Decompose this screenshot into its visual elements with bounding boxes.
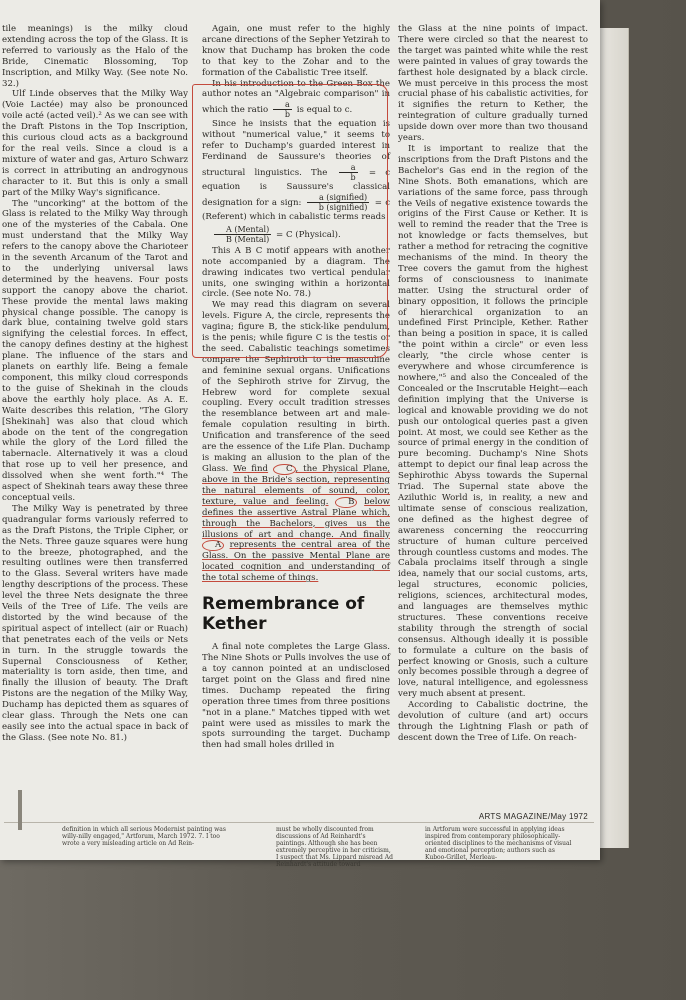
- col2-paragraph-3: [202, 119, 390, 243]
- col2-paragraph-6: A final note completes the Large Glass. The Nine Shots or Pulls involves the use of a toy cannon pointed at an undisclosed target point on the Glass and fired nine times. Duchamp repeated the firing operation three times from three positions "not in a plane." Matches tipped with wet paint were used as missiles to mark the spots surrounding the target. Duchamp then had small holes drilled in: [202, 642, 390, 751]
- underlined-text: , the Physical Plane, above in the Bride's section, representing the natural elements of sound, color, texture, value and feeling.: [202, 463, 391, 507]
- page-footer: ARTS MAGAZINE/May 1972: [478, 812, 588, 821]
- col2-text: We may read this diagram on several levels. Figure A, the circle, represents the vagina; figure B, the stick-like pendulum, is the penis; while figure C is the testis or the seed. Cabalistic teachings sometimes compare the Sephiroth to the masculine and feminine sexual organs. Unifications of the Sephiroth strive for Zirvug, the Hebrew word for complete sexual coupling. Every occult tradition stresses the resemblance between art and male-female copulation resulting in birth. Unification and transference of the seed are the essence of the Life Plan. Duchamp is making an allusion to the plan of the Glass.: [202, 300, 390, 474]
- col2-text: is equal to c.: [296, 105, 353, 116]
- col2-paragraph-5: [202, 300, 390, 584]
- circled-letter-b: B: [335, 497, 357, 508]
- col3-paragraph-1: the Glass at the nine points of impact. There were circled so that the nearest to the target was painted white while the rest were painted in values of gray towards the farthest hole designated by a black circle. We must perceive in this process the most crucial phase of his cabalistic activities, for it signifies the return to Kether, the reintegration of culture gradually turned upside down over more than two thousand years.: [398, 24, 588, 144]
- footnote-3: in Artforum were successful in applying ideas inspired from contemporary philosophically-oriented disciplines to the mechanisms of visual and emotional perception; authors such as Kuboo-Grillet, Merleau-: [425, 826, 572, 861]
- section-heading: Remembrance of Kether: [202, 594, 365, 635]
- col2-text: Since he insists that the equation is without "numerical value," it seems to refer to Duchamp's guarded interest in Ferdinand de Saussure's theories of structural linguistics. The: [202, 119, 390, 178]
- underlined-text: represents the central area of the Glass. On the passive Mental Plane are located cognition and understanding of the total scheme of things.: [202, 540, 390, 584]
- footnote-divider: [4, 822, 594, 823]
- col1-paragraph-3: The "uncorking" at the bottom of the Glass is related to the Milky Way through one of the mysteries of the Cabala. One must understand that the Milky Way refers to the canopy above the Charioteer in the seventh Arcanum of the Tarot and to the underlying universal laws determined by the heavens. Four posts support the canopy above the chariot. These provide the mental laws making physical change possible. The canopy is dark blue, containing twelve gold stars signifying the celestial forces. In effect, the canopy defines destiny at the highest plane. The influence of the stars and planets on earthly life. Being a female component, this milky cloud corresponds to the guise of Shekinah in the clouds above the earthly holy place. As A. E. Waite describes this relation, "The Glory [Shekinah] was also that cloud which abode on the tent of the congregation while the glory of the Lord filled the tabernacle. Alternatively it was a cloud that rose up to veil her presence, and dissolved when she went forth."⁴ The aspect of Shekinah tears away these three conceptual veils.: [2, 198, 188, 503]
- circled-letter-a: A: [202, 540, 224, 551]
- col2-paragraph-2: [202, 79, 390, 120]
- column-1: [0, 24, 188, 830]
- col3-paragraph-2: It is important to realize that the inscriptions from the Draft Pistons and the Bachelor's Gas end in the region of the Nine Shots. Both emanations, which are variations of the same force, pass through the Veils of negative existence towards the origins of the First Cause or Kether. It is well to remind the reader that the Tree is not knowledge or facts themselves, but rather a method for retracing the cognitive mechanisms of the mind. In theory the Tree covers the gamut from the highest forms of consciousness to inanimate matter. Using the structural order of binary opposition, it follows the principle of hierarchical organization to an undefined First Principle, Kether. Rather than being a position in space, it is called "the point within a circle" or even less clearly, "the circle whose center is everywhere and whose circumference is nowhere,"⁵ and also the Concealed of the Concealed or the Inscrutable Height—each definition implying that the Universe is logical and knowable providing we do not push our ontological queries past a given point. At most, we could see Kether as the source of primal energy in the condition of pure becoming. Duchamp's Nine Shots attempt to depict our final leap across the Sephirothic Abyss towards the Supernal Triad. The Supernal state above the Aziluthic World is, in reality, a new and ultimate sense of conscious realization, one defined as the highest degree of awareness concerning the reoccurring structure of human culture perceived through countless customs and modes. The Cabala proclaims itself through a single idea, namely that our social customs, arts, legal structures, economic policies, religions, sciences, architectural modes, and languages are themselves mythic structures. These conventions receive stability through the strength of social consensus. Although ideally it is possible to formulate a culture on the basis of perfect knowing or Gnosis, such a culture only becomes possible through a degree of love, natural intelligence, and egolessness very much absent at present.: [398, 143, 588, 700]
- binding-mark: [18, 790, 22, 830]
- underlined-text: We find: [233, 463, 269, 474]
- fraction-denominator: b (signified): [318, 202, 368, 212]
- fraction-denominator: b: [350, 172, 356, 182]
- col2-text: = c equation is Saussure's classical designation for a sign:: [202, 167, 391, 208]
- underlined-text: below defines the assertive Astral Plane which, through the Bachelors, gives us the illusions of art and change. And finally: [202, 496, 391, 540]
- equation-result: = C (Physical).: [276, 229, 341, 240]
- fraction-numerator: a (signified): [307, 193, 370, 203]
- abc-fraction: [214, 225, 271, 244]
- abc-equation: [202, 225, 390, 244]
- col2-paragraph-1: Again, one must refer to the highly arcane directions of the Sepher Yetzirah to know that Duchamp has broken the code to that key to the Zohar and to the formation of the Cabalistic Tree itself.: [202, 24, 390, 78]
- footnote-1: definition in which all serious Modernist painting was willy-nilly engaged," Artforum, March 1972. 7. I too wrote a very misleading article on Ad Rein-: [62, 826, 226, 847]
- fraction-numerator: A (Mental): [214, 225, 271, 235]
- col1-paragraph-4: The Milky Way is penetrated by three quadrangular forms variously referred to as the Draft Pistons, the Triple Cipher, or the Nets. Three gauze squares were hung to the breeze, photographed, and the resulting outlines were then transferred to the Glass. Several writers have made lengthy descriptions of the process. These level the three Nets designate the three Veils of the Tree of Life. The veils are distorted by the wind because of the spiritual aspect of intellect (air or Ruach) that penetrates each of the veils or Nets in turn. In the struggle towards the Supernal Consciousness of Kether, materiality is torn aside, then time, and finally the illusion of beauty. The Draft Pistons are the negation of the Milky Way, Duchamp has depicted them as squares of clear glass. Through the Nets one can easily see into the actual space in back of the Glass. (See note No. 81.): [2, 503, 188, 743]
- column-2: [202, 24, 390, 830]
- fraction-denominator: B (Mental): [226, 234, 270, 244]
- sign-fraction: [307, 193, 370, 212]
- col2-text: = c (Referent) which in cabalistic terms reads: [202, 197, 391, 222]
- circled-letter-c: C: [273, 464, 296, 475]
- footnote-2: must be wholly discounted from discussions of Ad Reinhardt's paintings. Although she has been extremely perceptive in her criticism, I suspect that Ms. Lippard misread Ad Reinhardt's attitude toward: [276, 826, 393, 868]
- ratio-fraction: [273, 100, 292, 119]
- fraction-denominator: b: [284, 110, 290, 120]
- fraction-numerator: a: [273, 100, 292, 110]
- ratio-fraction: [339, 163, 358, 182]
- fraction-numerator: a: [339, 163, 358, 173]
- col2-paragraph-4: This A B C motif appears with another note accompanied by a diagram. The drawing indicates two vertical pendular units, one swinging within a horizontal circle. (See note No. 78.): [202, 245, 390, 300]
- col1-paragraph-1: tile meanings) is the milky cloud extending across the top of the Glass. It is referred to variously as the Halo of the Bride, Cinematic Blossoming, Top Inscription, and Milky Way. (See note No. 32.): [2, 24, 188, 89]
- column-3: [398, 24, 588, 830]
- col2-text: In his introduction to the Green Box the author notes an "Algebraic comparison" in which the ratio: [202, 78, 390, 116]
- page-edge: [598, 28, 629, 848]
- col1-paragraph-2: Ulf Linde observes that the Milky Way (Voie Lactée) may also be pronounced voile acté (acted veil).² As we can see with the Draft Pistons in the Top Inscription, this curious cloud acts as a background for the real veils. Since a cloud is a mixture of water and gas, Arturo Schwarz is correct in attributing an androgynous character to it. But this is only a small part of the Milky Way's significance.: [2, 89, 188, 198]
- col3-paragraph-3: According to Cabalistic doctrine, the devolution of culture (and art) occurs through the Lightning Flash or path of descent down the Tree of Life. On reach-: [398, 700, 588, 743]
